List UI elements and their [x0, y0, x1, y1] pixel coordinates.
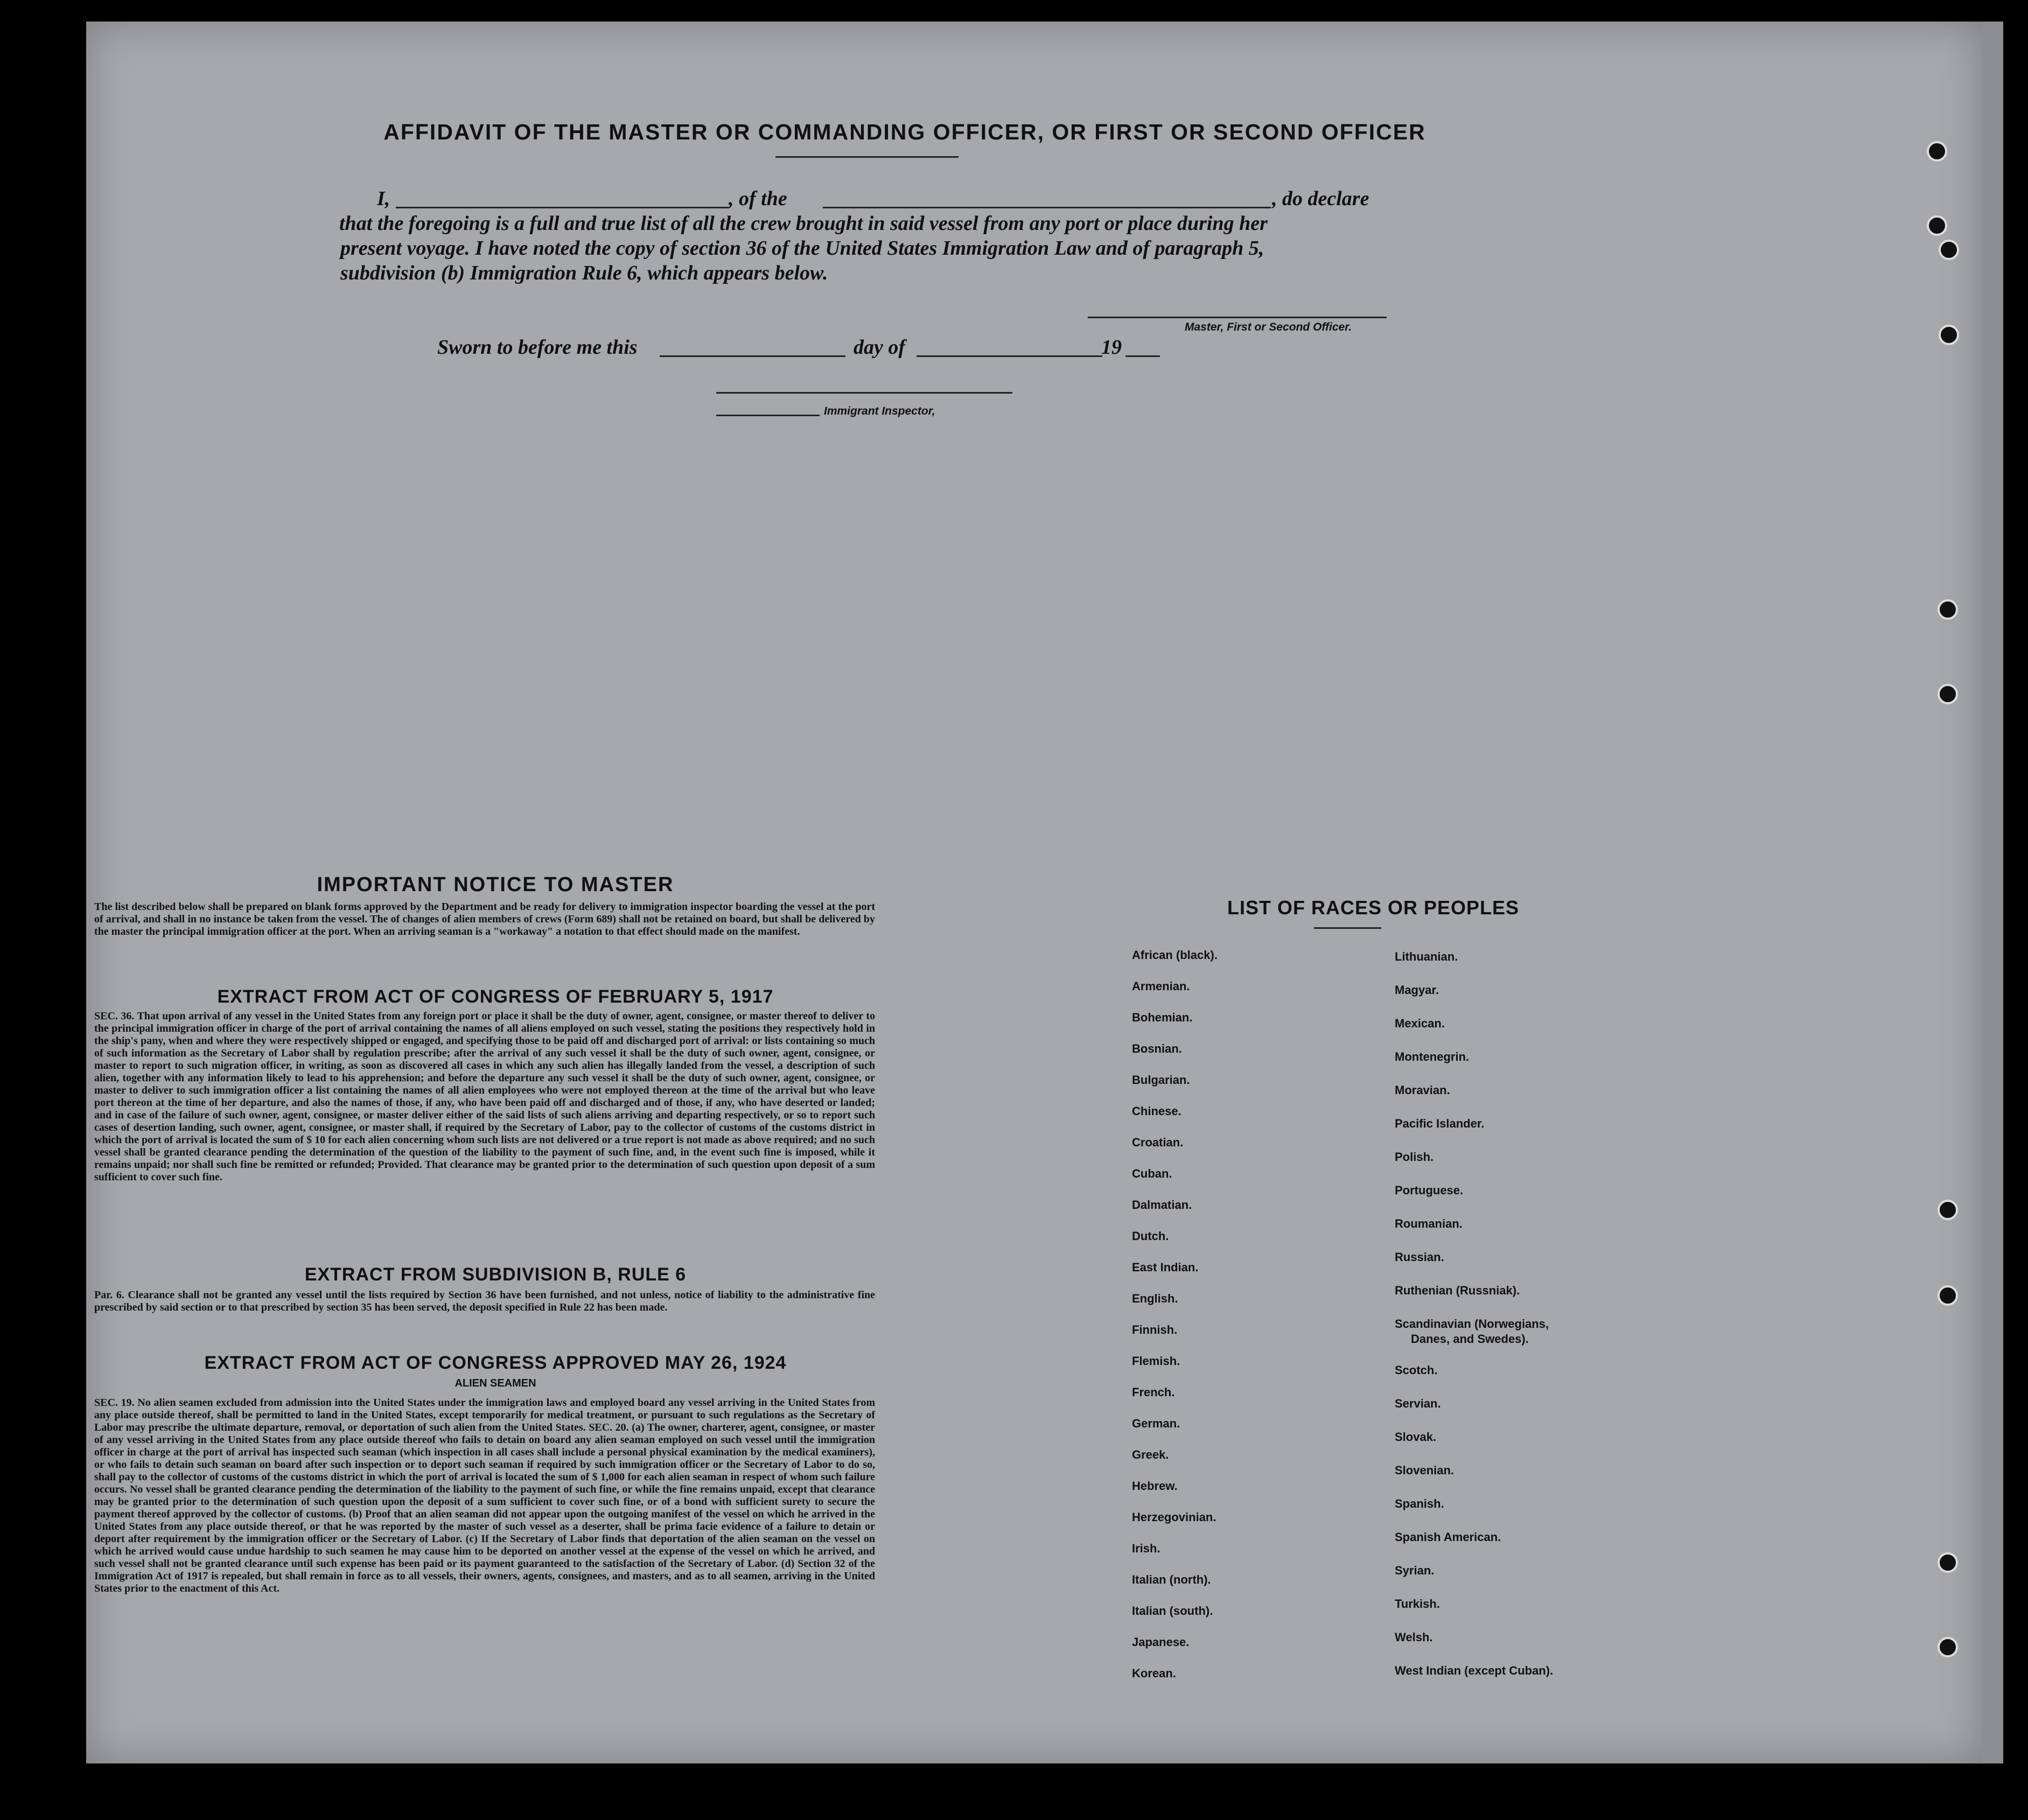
affidavit-line3: present voyage. I have noted the copy of section 36 of the United States Immigration Law and of paragraph 5, — [340, 237, 1264, 260]
race-item: Korean. — [1132, 1667, 1176, 1680]
race-item: Danes, and Swedes). — [1411, 1332, 1529, 1346]
punch-hole-4 — [1939, 325, 1959, 345]
race-item: Herzegovinian. — [1132, 1510, 1216, 1524]
race-item: Scandinavian (Norwegians, — [1395, 1317, 1549, 1331]
punch-hole-10 — [1938, 1637, 1958, 1657]
signature-line — [1088, 317, 1387, 318]
race-item: Russian. — [1395, 1250, 1444, 1264]
affidavit-line2: that the foregoing is a full and true list of all the crew brought in said vessel from any port or place during her — [339, 212, 1268, 235]
race-item: Roumanian. — [1395, 1217, 1463, 1230]
affidavit-title: AFFIDAVIT OF THE MASTER OR COMMANDING OFFICER, OR FIRST OR SECOND OFFICER — [383, 120, 1426, 144]
race-item: Japanese. — [1132, 1635, 1190, 1649]
inspector-caption: Immigrant Inspector, — [824, 405, 935, 417]
race-item: Portuguese. — [1395, 1184, 1464, 1197]
inspector-name-line — [716, 415, 820, 416]
race-item: Bosnian. — [1132, 1042, 1182, 1055]
race-item: Finnish. — [1132, 1323, 1178, 1336]
sworn-month-blank — [917, 355, 1102, 357]
extract-1924-subtitle: ALIEN SEAMEN — [454, 1377, 536, 1389]
race-item: French. — [1132, 1385, 1175, 1399]
next-page-edge — [1982, 22, 2003, 1763]
race-item: Spanish. — [1395, 1497, 1444, 1510]
name-blank — [396, 207, 729, 208]
extract-1917-title: EXTRACT FROM ACT OF CONGRESS OF FEBRUARY 5, 1917 — [217, 986, 774, 1007]
affidavit-line4: subdivision (b) Immigration Rule 6, which appears below. — [340, 262, 828, 284]
notice-text: The list described below shall be prepared on blank forms approved by the Department and be ready for delivery to immigration inspector boarding the vessel at the port of arrival, and shall in no instance be taken from the vessel. The of changes of alien members of crews (Form 689) shall not be retained on board, but shall be delivered by the master the principal immigration officer at the port. When an arriving seaman is a "workaway" a notation to that effect should made on the manifest. — [94, 901, 875, 937]
extract-rule6-text: Par. 6. Clearance shall not be granted any vessel until the lists required by Section 36 have been furnished, and not unless, notice of liability to the administrative fine prescribed by said section or to that prescribed by section 35 has been served, the deposit specified in Rule 22 has been made. — [94, 1289, 875, 1313]
vessel-blank — [823, 207, 1271, 208]
race-item: English. — [1132, 1292, 1178, 1305]
sworn-day-of: day of — [854, 336, 906, 359]
punch-hole-5 — [1938, 599, 1958, 620]
race-item: Chinese. — [1132, 1104, 1181, 1118]
punch-hole-3 — [1939, 240, 1959, 260]
race-item: Dalmatian. — [1132, 1198, 1192, 1212]
race-item: Italian (north). — [1132, 1573, 1211, 1586]
race-item: Mexican. — [1395, 1017, 1445, 1030]
punch-hole-9 — [1938, 1552, 1958, 1573]
punch-hole-6 — [1938, 684, 1958, 704]
race-item: Italian (south). — [1132, 1604, 1213, 1618]
races-title: LIST OF RACES OR PEOPLES — [1227, 897, 1520, 919]
race-item: Bulgarian. — [1132, 1073, 1190, 1087]
race-item: Bohemian. — [1132, 1011, 1193, 1024]
race-item: German. — [1132, 1417, 1180, 1430]
inspector-signature-line — [716, 392, 1012, 394]
race-item: Scotch. — [1395, 1363, 1438, 1377]
race-item: Cuban. — [1132, 1167, 1172, 1180]
race-item: Slovak. — [1395, 1430, 1437, 1444]
race-item: Magyar. — [1395, 983, 1439, 997]
race-item: African (black). — [1132, 948, 1218, 962]
race-item: Dutch. — [1132, 1229, 1169, 1243]
race-item: Lithuanian. — [1395, 950, 1458, 963]
sworn-text: Sworn to before me this — [437, 336, 638, 359]
sworn-day-blank — [660, 355, 845, 357]
race-item: Croatian. — [1132, 1136, 1184, 1149]
extract-1917-text: SEC. 36. That upon arrival of any vessel in the United States from any foreign port or place it shall be the duty of owner, agent, consignee, or master thereof to deliver to the principal immigration officer in charge of the port of arrival containing the names of all aliens employed on such vessel, stating the positions they respectively hold in the ship's pany, when and where they were respectively shipped or engaged, and specifying those to be paid off and discharged port of arrival: or lists containing so much of such information as the Secretary of Labor shall by regulation prescribe; after the arrival of any such vessel it shall be the duty of such owner, agent, consignee, or master to report to such migration officer, in writing, as soon as discovered all cases in which any such alien has illegally landed from the vessel, a description of such alien, together with any information likely to lead to his apprehension; and before the departure any such vessel it shall be the duty of such owner, agent, consignee, or master to deliver to such immigration officer a list containing the names of all alien employees who were not employed thereon at the time of the arrival but who leave port thereon at the time of her departure, and also the names of those, if any, who have been paid off and discharged and of those, if any, who have deserted or landed; and in case of the failure of such owner, agent, consignee, or master deliver either of the said lists of such aliens arriving and departing respectively, or so to report such cases of desertion landing, such owner, agent, consignee, or master shall, if required by the Secretary of Labor, pay to the collector of customs of the customs district in which the port of arrival is located the sum of $ 10 for each alien concerning whom such lists are not delivered or a true report is not made as above required; and no such vessel shall be granted clearance pending the determination of the question of the liability to the payment of such fine, and, in the event such fine is imposed, while it remains unpaid; nor shall such fine be remitted or refunded; Provided. That clearance may be granted prior to the determination of such question upon deposit of a sum sufficient to cover such fine. — [94, 1010, 875, 1183]
affidavit-line1-start: I, — [377, 187, 390, 210]
race-item: Flemish. — [1132, 1354, 1180, 1368]
notice-title: IMPORTANT NOTICE TO MASTER — [317, 873, 674, 896]
race-item: Slovenian. — [1395, 1464, 1454, 1477]
affidavit-line1-mid: , of the — [729, 187, 787, 210]
race-item: Irish. — [1132, 1542, 1160, 1555]
races-right-column — [1395, 950, 1553, 1698]
punch-hole-7 — [1938, 1200, 1958, 1220]
race-item: Armenian. — [1132, 979, 1190, 993]
sworn-year: 19 — [1101, 336, 1122, 359]
race-item: Montenegrin. — [1395, 1050, 1470, 1063]
race-item: Polish. — [1395, 1150, 1434, 1164]
title-underline — [775, 156, 959, 158]
sworn-year-blank — [1125, 355, 1160, 357]
punch-hole-1 — [1927, 141, 1947, 162]
extract-1924-title: EXTRACT FROM ACT OF CONGRESS APPROVED MAY 26, 1924 — [204, 1353, 787, 1373]
race-item: Greek. — [1132, 1448, 1169, 1461]
race-item: Spanish American. — [1395, 1530, 1501, 1544]
race-item: Moravian. — [1395, 1083, 1450, 1097]
extract-rule6-title: EXTRACT FROM SUBDIVISION B, RULE 6 — [304, 1264, 687, 1285]
race-item: West Indian (except Cuban). — [1395, 1664, 1554, 1677]
races-title-underline — [1314, 927, 1381, 929]
race-item: Hebrew. — [1132, 1479, 1178, 1493]
race-item: Syrian. — [1395, 1564, 1435, 1577]
punch-hole-8 — [1938, 1285, 1958, 1306]
race-item: East Indian. — [1132, 1261, 1199, 1274]
extract-1924-text: SEC. 19. No alien seamen excluded from admission into the United States under the immigration laws and employed board any vessel arriving in the United States from any place outside thereof, shall be permitted to land in the United States, except temporarily for medical treatment, or pursuant to such regulations as the Secretary of Labor may prescribe the ultimate departure, removal, or deportation of such alien from the United States. SEC. 20. (a) The owner, charterer, agent, consignee, or master of any vessel arriving in the United States from any place outside thereof who fails to detain on board any alien seaman employed on such vessel until the immigration officer in charge at the port of arrival has inspected such seaman (which inspection in all cases shall include a personal physical examination by the medical examiners), or who fails to detain such seaman on board after such inspection or to deport such seaman if required by such immigration officer or the Secretary of Labor to do so, shall pay to the collector of customs of the customs district in which the port of arrival is located the sum of $ 1,000 for each alien seaman in respect of whom such failure occurs. No vessel shall be granted clearance pending the determination of the liability to the payment of such fine, or while the fine remains unpaid, except that clearance may be granted prior to the determination of such question upon the deposit of a sum sufficient to cover such fine, or of a bond with sufficient surety to secure the payment thereof approved by the collector of customs. (b) Proof that an alien seaman did not appear upon the outgoing manifest of the vessel on which he arrived in the United States from any place outside thereof, or that he was reported by the master of such vessel as a deserter, shall be prima facie evidence of a failure to detain or deport after requirement by the immigration officer or the Secretary of Labor. (c) If the Secretary of Labor finds that deportation of the alien seaman on the vessel on which he arrived would cause undue hardship to such seamen he may cause him to be deported on another vessel at the expense of the vessel on which he arrived, and such vessel shall not be granted clearance until such expense has been paid or its payment guaranteed to the satisfaction of the Secretary of Labor. (d) Section 32 of the Immigration Act of 1917 is repealed, but shall remain in force as to all vessels, their owners, agents, consignees, and masters, and as to all seamen, arriving in the United States prior to the enactment of this Act. — [94, 1397, 875, 1594]
punch-hole-2 — [1927, 215, 1947, 236]
race-item: Ruthenian (Russniak). — [1395, 1284, 1520, 1297]
race-item: Pacific Islander. — [1395, 1117, 1485, 1130]
affidavit-line1-end: , do declare — [1272, 187, 1369, 210]
race-item: Servian. — [1395, 1397, 1441, 1410]
signature-caption: Master, First or Second Officer. — [1185, 321, 1352, 333]
race-item: Turkish. — [1395, 1597, 1440, 1611]
races-left-column — [1132, 949, 1218, 1698]
race-item: Welsh. — [1395, 1630, 1433, 1644]
